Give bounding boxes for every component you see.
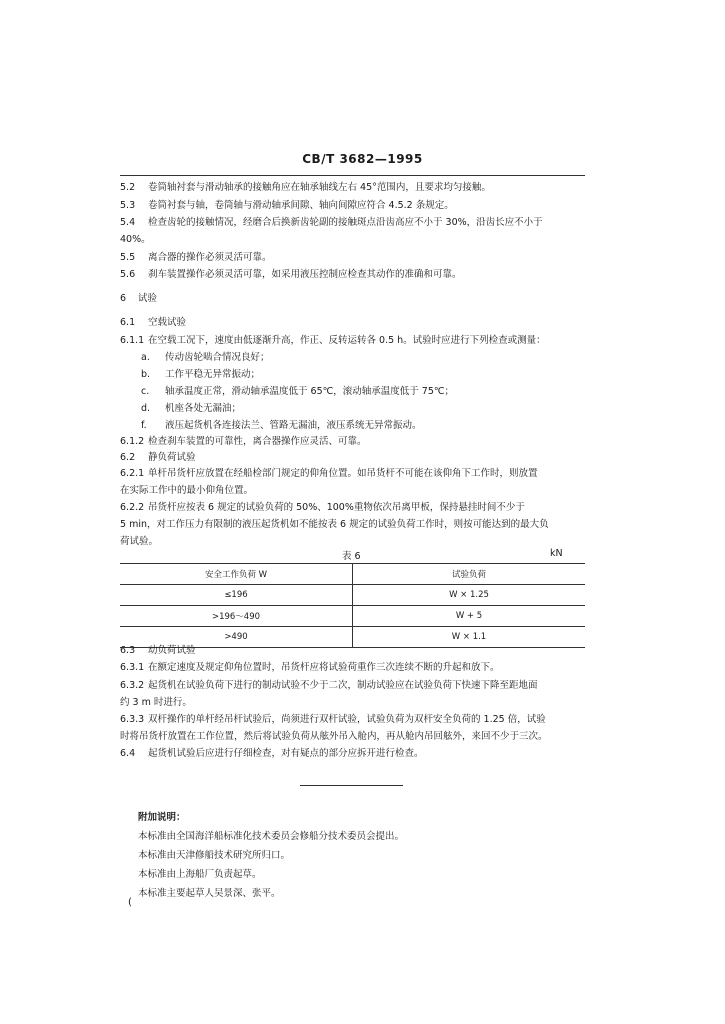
para-6-1: 6.1 空载试验 (120, 317, 187, 328)
load-table (120, 563, 585, 648)
para-6-2-1: 6.2.1 单杆吊货杆应放置在经船检部门规定的仰角位置。如吊货杆不可能在该仰角下工作时，则放置 (120, 468, 538, 479)
para-6-3-3: 6.3.3 双杆操作的单杆经吊杆试验后，尚须进行双杆试验，试验负荷为双杆安全负荷的 1.25 倍，试验 (120, 714, 546, 725)
table-cell: ≤196 (120, 585, 353, 606)
para-5-2: 5.2 卷筒轴衬套与滑动轴承的接触角应在轴承轴线左右 45°范围内，且要求均匀接触。 (120, 182, 491, 193)
para-6-2-2: 6.2.2 吊货杆应按表 6 规定的试验负荷的 50%、100%重物依次吊离甲板，保持悬挂时间不少于 (120, 502, 525, 513)
list-item-d: d. 机座各处无漏油； (141, 403, 242, 414)
list-item-c: c. 轴承温度正常，滑动轴承温度低于 65℃，滚动轴承温度低于 75℃； (141, 386, 455, 397)
table-header-cell: 安全工作负荷 W (120, 564, 353, 585)
table-header-row (120, 564, 585, 585)
standard-header: CB/T 3682—1995 (302, 152, 423, 166)
end-rule (300, 785, 403, 786)
table-row (120, 585, 585, 606)
table-row (120, 606, 585, 627)
table-cell: >196～490 (120, 606, 353, 627)
notes-line: 本标准主要起草人吴景深、张平。 (138, 888, 281, 899)
notes-line: 本标准由上海船厂负责起草。 (138, 869, 262, 880)
para-6-1-1: 6.1.1 在空载工况下，速度由低逐渐升高，作正、反转运转各 0.5 h。试验时应进行下列检查或测量： (120, 335, 546, 346)
additional-notes (138, 808, 404, 903)
para-6-3-3-cont: 时将吊货杆放置在工作位置，然后将试验负荷从舷外吊入舱内，再从舱内吊回舷外，来回不少于三次。 (120, 731, 548, 742)
para-6-1-2: 6.1.2 检查刹车装置的可靠性，离合器操作应灵活、可靠。 (120, 436, 367, 447)
table-cell: >490 (120, 627, 353, 648)
para-5-4-cont: 40%。 (120, 234, 151, 245)
para-5-4: 5.4 检查齿轮的接触情况，经磨合后换新齿轮副的接触斑点沿齿高应不小于 30%，沿齿长应不小于 (120, 217, 543, 228)
para-6-4: 6.4 起货机试验后应进行仔细检查，对有疑点的部分应拆开进行检查。 (120, 748, 424, 759)
para-6-2-1-cont: 在实际工作中的最小仰角位置。 (120, 485, 254, 496)
header-rule (120, 175, 585, 176)
list-item-a: a. 传动齿轮啮合情况良好； (141, 352, 270, 363)
table-caption: 表 6 (342, 551, 361, 562)
para-6-3: 6.3 动负荷试验 (120, 645, 196, 656)
para-6-2-2-cont2: 荷试验。 (120, 536, 159, 547)
para-6-2-2-cont: 5 min，对工作压力有限制的液压起货机如不能按表 6 规定的试验负荷工作时，则按可能达到的最大负 (120, 519, 549, 530)
notes-line: 本标准由天津修船技术研究所归口。 (138, 850, 291, 861)
stray-mark: ( (128, 897, 132, 908)
table-header-cell: 试验负荷 (451, 570, 486, 580)
table-cell: W × 1.25 (449, 590, 489, 600)
para-5-6: 5.6 刹车装置操作必须灵活可靠，如采用液压控制应检查其动作的准确和可靠。 (120, 269, 462, 280)
para-6-3-1: 6.3.1 在额定速度及规定仰角位置时，吊货杆应将试验荷重作三次连续不断的升起和放下。 (120, 662, 500, 673)
para-5-5: 5.5 离合器的操作必须灵活可靠。 (120, 252, 272, 263)
table-cell: W + 5 (455, 611, 483, 621)
list-item-f: f. 液压起货机各连接法兰、管路无漏油，液压系统无异常振动。 (141, 420, 422, 431)
para-6-3-2-cont: 约 3 m 时进行。 (120, 697, 192, 708)
table-unit: kN (550, 548, 563, 559)
para-6-2: 6.2 静负荷试验 (120, 452, 196, 463)
section-6-heading: 6 试验 (120, 293, 158, 304)
para-5-3: 5.3 卷筒衬套与轴，卷筒轴与滑动轴承间隙、轴向间隙应符合 4.5.2 条规定。 (120, 200, 454, 211)
notes-line: 本标准由全国海洋船标准化技术委员会修船分技术委员会提出。 (138, 831, 405, 842)
table-cell: W × 1.1 (451, 632, 487, 642)
para-6-3-2: 6.3.2 起货机在试验负荷下进行的制动试验不少于二次，制动试验应在试验负荷下快速下降至距地面 (120, 680, 538, 691)
list-item-b: b. 工作平稳无异常振动； (141, 369, 261, 380)
notes-title: 附加说明： (138, 812, 186, 823)
